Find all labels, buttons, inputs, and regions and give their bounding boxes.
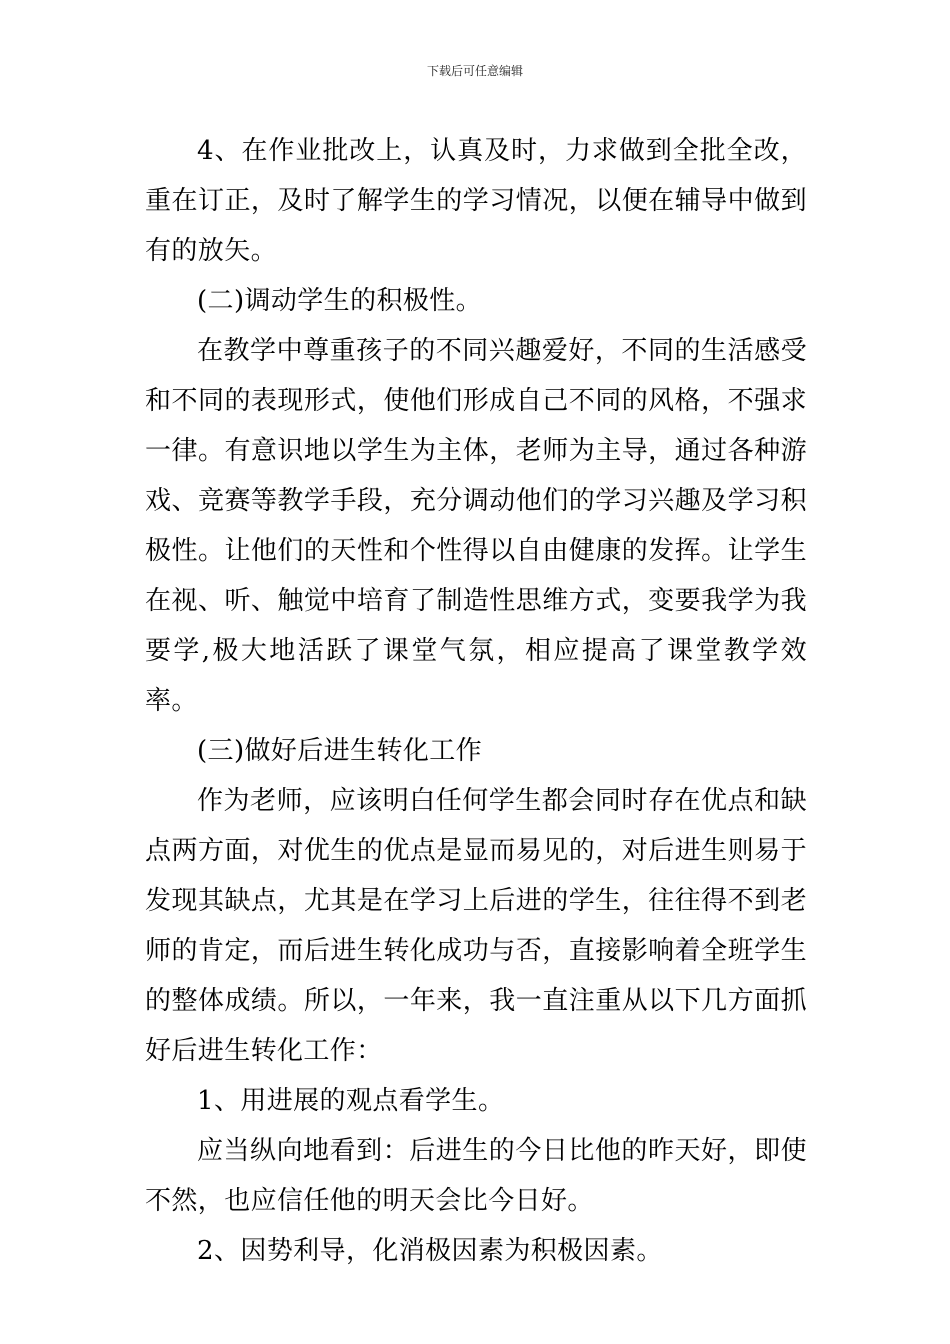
page-header: 下载后可任意编辑	[426, 64, 523, 78]
paragraph-homework-correction: 4、在作业批改上，认真及时，力求做到全批全改，重在订正，及时了解学生的学习情况，以便在辅导中做到有的放矢。	[145, 136, 807, 266]
list-item-development-view: 1、用进展的观点看学生。	[197, 1086, 505, 1116]
section-heading-motivation: (二)调动学生的积极性。	[197, 286, 483, 316]
paragraph-development-view: 应当纵向地看到：后进生的今日比他的昨天好，即使不然，也应信任他的明天会比今日好。	[145, 1136, 807, 1216]
paragraph-underachievers: 作为老师，应该明白任何学生都会同时存在优点和缺点两方面，对优生的优点是显而易见的，对后进生则易于发现其缺点，尤其是在学习上后进的学生，往往得不到老师的肯定，而后进生转化成功与否，直接影响着全班学生的整体成绩。所以，一年来，我一直注重从以下几方面抓好后进生转化工作：	[145, 786, 807, 1066]
section-heading-underachievers: (三)做好后进生转化工作	[197, 736, 483, 766]
document-body	[145, 126, 807, 1276]
paragraph-motivation: 在教学中尊重孩子的不同兴趣爱好，不同的生活感受和不同的表现形式，使他们形成自己不同的风格，不强求一律。有意识地以学生为主体，老师为主导，通过各种游戏、竞赛等教学手段，充分调动他们的学习兴趣及学习积极性。让他们的天性和个性得以自由健康的发挥。让学生在视、听、触觉中培育了制造性思维方式，变要我学为我要学,极大地活跃了课堂气氛，相应提高了课堂教学效率。	[145, 336, 807, 716]
list-item-guidance: 2、因势利导，化消极因素为积极因素。	[197, 1236, 663, 1266]
